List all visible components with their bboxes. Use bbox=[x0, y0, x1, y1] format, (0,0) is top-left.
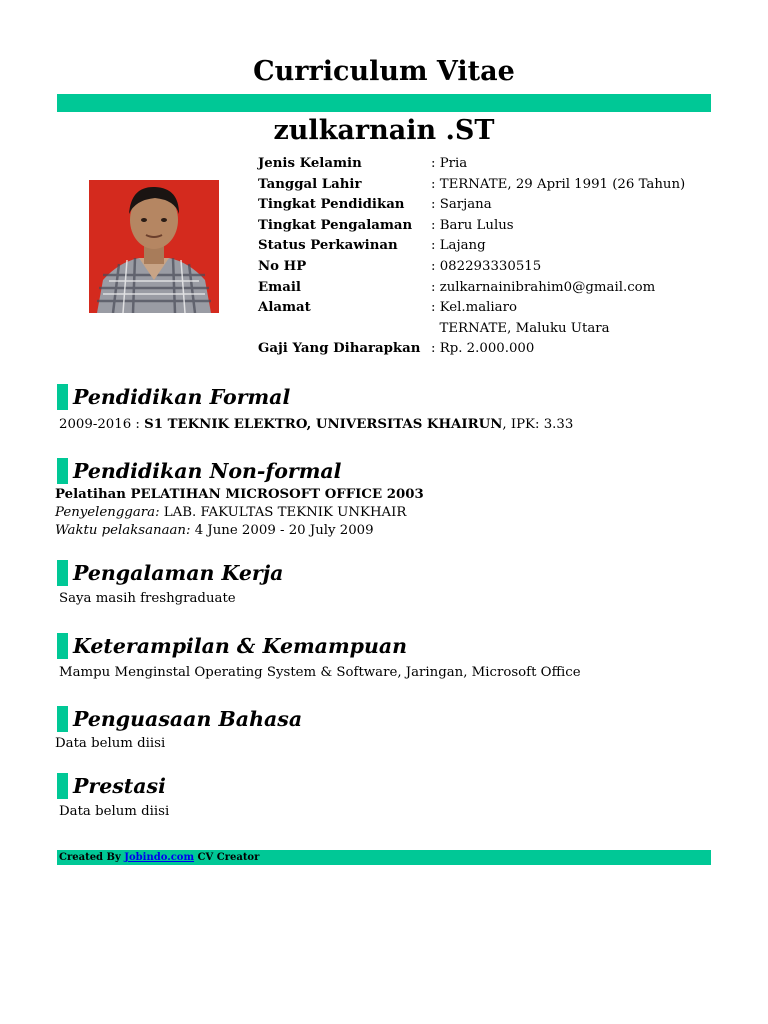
info-label: Alamat bbox=[258, 300, 311, 316]
info-label: Jenis Kelamin bbox=[258, 156, 362, 171]
info-value: : Kel.maliaro bbox=[431, 300, 517, 316]
section-heading: Pengalaman Kerja bbox=[73, 561, 284, 585]
section-marker bbox=[57, 458, 68, 484]
info-value: : Pria bbox=[431, 156, 468, 171]
training-title: Pelatihan PELATIHAN MICROSOFT OFFICE 2003 bbox=[55, 487, 424, 502]
language-text: Data belum diisi bbox=[55, 736, 166, 751]
info-label: Tingkat Pengalaman bbox=[258, 217, 413, 233]
formal-education-entry bbox=[59, 416, 573, 434]
section-work-experience bbox=[57, 559, 283, 587]
person-photo-icon bbox=[89, 180, 219, 313]
info-value: : TERNATE, 29 April 1991 (26 Tahun) bbox=[431, 176, 686, 192]
candidate-name: zulkarnain .ST bbox=[273, 115, 495, 146]
info-value: : Rp. 2.000.000 bbox=[431, 341, 535, 357]
section-language bbox=[57, 705, 302, 733]
footer-suffix: CV Creator bbox=[194, 852, 260, 863]
section-formal-education bbox=[57, 383, 290, 411]
section-achievement bbox=[57, 772, 166, 800]
info-label: No HP bbox=[258, 258, 307, 274]
education-ipk: , IPK: 3.33 bbox=[502, 417, 574, 432]
info-label: Tingkat Pendidikan bbox=[258, 197, 405, 213]
info-label: Email bbox=[258, 279, 301, 295]
section-heading: Penguasaan Bahasa bbox=[73, 707, 303, 731]
training-organizer bbox=[55, 504, 406, 522]
section-marker bbox=[57, 773, 68, 799]
education-period: 2009-2016 : bbox=[59, 417, 145, 432]
info-label: Tanggal Lahir bbox=[258, 176, 362, 192]
section-heading: Pendidikan Formal bbox=[73, 385, 291, 409]
section-marker bbox=[57, 384, 68, 410]
achievement-text: Data belum diisi bbox=[59, 804, 170, 819]
info-value: : zulkarnainibrahim0@gmail.com bbox=[431, 279, 656, 295]
section-heading: Prestasi bbox=[73, 774, 166, 798]
education-school: S1 TEKNIK ELEKTRO, UNIVERSITAS KHAIRUN bbox=[144, 417, 503, 432]
section-heading: Keterampilan & Kemampuan bbox=[73, 634, 408, 658]
time-value: 4 June 2009 - 20 July 2009 bbox=[190, 523, 374, 538]
profile-photo bbox=[89, 180, 219, 313]
jobindo-link[interactable]: Jobindo.com bbox=[124, 852, 195, 863]
time-label: Waktu pelaksanaan: bbox=[55, 523, 191, 538]
organizer-label: Penyelenggara: bbox=[55, 505, 160, 520]
section-marker bbox=[57, 560, 68, 586]
header-divider bbox=[57, 94, 711, 112]
info-value: : 082293330515 bbox=[431, 258, 542, 274]
section-marker bbox=[57, 633, 68, 659]
organizer-value: LAB. FAKULTAS TEKNIK UNKHAIR bbox=[159, 505, 407, 520]
document-title: Curriculum Vitae bbox=[253, 56, 515, 87]
skills-text: Mampu Menginstal Operating System & Software, Jaringan, Microsoft Office bbox=[59, 665, 581, 680]
experience-text: Saya masih freshgraduate bbox=[59, 591, 236, 606]
footer-prefix: Created By bbox=[59, 852, 125, 863]
info-value: : Baru Lulus bbox=[431, 217, 514, 233]
footer-credit bbox=[59, 851, 259, 864]
training-time bbox=[55, 522, 374, 540]
info-label: Status Perkawinan bbox=[258, 238, 398, 254]
info-value: TERNATE, Maluku Utara bbox=[431, 320, 610, 336]
section-heading: Pendidikan Non-formal bbox=[73, 459, 342, 483]
section-nonformal-education bbox=[57, 457, 341, 485]
section-marker bbox=[57, 706, 68, 732]
info-value: : Sarjana bbox=[431, 197, 492, 213]
info-label: Gaji Yang Diharapkan bbox=[258, 341, 421, 357]
info-value: : Lajang bbox=[431, 238, 486, 254]
section-skills bbox=[57, 632, 407, 660]
